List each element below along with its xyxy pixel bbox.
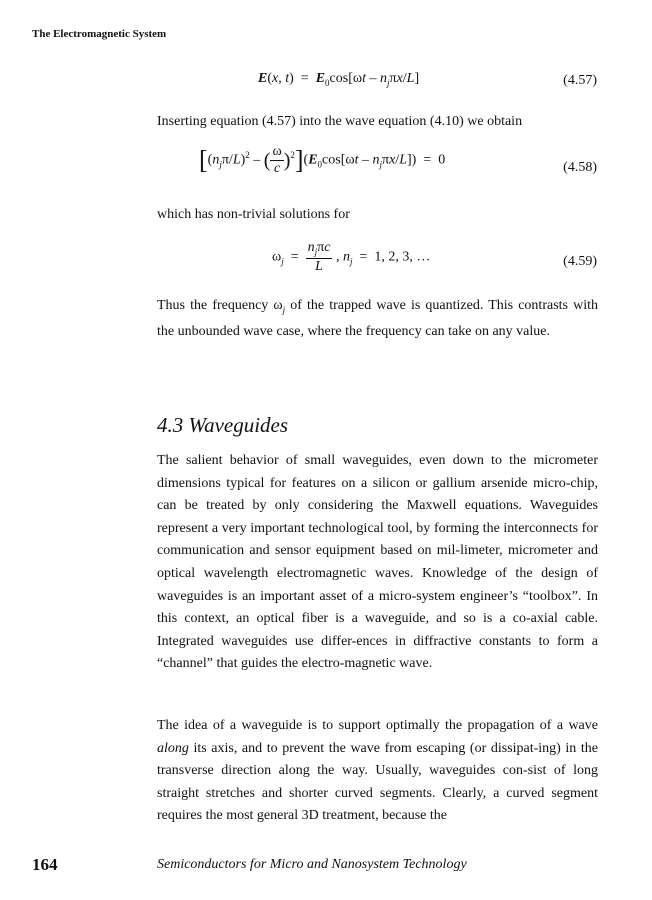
intro-sentence: Inserting equation (4.57) into the wave equation (4.10) we obtain bbox=[157, 114, 523, 129]
waveguides-paragraph-1: The salient behavior of small waveguides, even down to the micrometer dimensions typical for features on a silicon or gallium arsenide micro-chip, can be treated by only considering the Maxwell equations. Waveguides represent a very important technological tool, by forming the interconnects for communication and sensor equipment based on mil-limeter, micrometer and optical wavelength electromagnetic waves. Knowledge of the design of waveguides is an important asset of a micro-system engineer’s “toolbox”. In this context, an optical fiber is a waveguide, and so is a co-axial cable. Integrated waveguides use differ-ences in diffractive constants to form a “channel” that guides the electro-magnetic wave. bbox=[157, 453, 598, 672]
running-header: The Electromagnetic System bbox=[32, 28, 167, 40]
page-number: 164 bbox=[32, 855, 58, 874]
nontrivial-sentence: which has non-trivial solutions for bbox=[157, 207, 350, 222]
equation-4-57: E(x, $t) = E_0\cos[\omega t - n_j\pi x/L]$ bbox=[258, 71, 420, 88]
equation-number-4-57: (4.57) bbox=[563, 73, 597, 88]
para-2-start: The idea of a waveguide is to support optimally the propagation of a wave bbox=[157, 718, 598, 733]
quantized-subscript: j bbox=[282, 304, 286, 315]
equation-4-58: [$(n_j\pi/L)^2$ – ( $\frac{\omega}{c}$ )$^2](E_0\cos[\omega t - n_j\pi x/L]) = 0$ bbox=[199, 144, 446, 176]
equation-4-59: $\omega_j$ = $\frac{n_j\pi c}{L}$ , $n_j = 1$, 2, 3, … bbox=[272, 240, 431, 274]
quantized-text-rest: of the trapped wave is quantized. This contrasts with the unbounded wave case, where the frequency can take on any value. bbox=[157, 298, 598, 340]
quantized-text-start: Thus the frequency ω bbox=[157, 298, 283, 313]
para-2-rest: its axis, and to prevent the wave from escaping (or dissipat-ing) in the transverse direction along the way. Usually, waveguides con-sist of long straight stretches and shorter curved segments. Clearly, a curved segment requires the most general 3D treatment, because the bbox=[157, 740, 598, 824]
equation-number-4-59: (4.59) bbox=[563, 254, 597, 269]
quantized-paragraph bbox=[157, 295, 598, 344]
para-2-emphasis: along bbox=[157, 740, 189, 756]
book-title-footer: Semiconductors for Micro and Nanosystem Technology bbox=[157, 857, 467, 872]
waveguides-paragraph-2 bbox=[157, 715, 598, 828]
equation-number-4-58: (4.58) bbox=[563, 160, 597, 175]
section-heading: 4.3 Waveguides bbox=[157, 413, 289, 437]
